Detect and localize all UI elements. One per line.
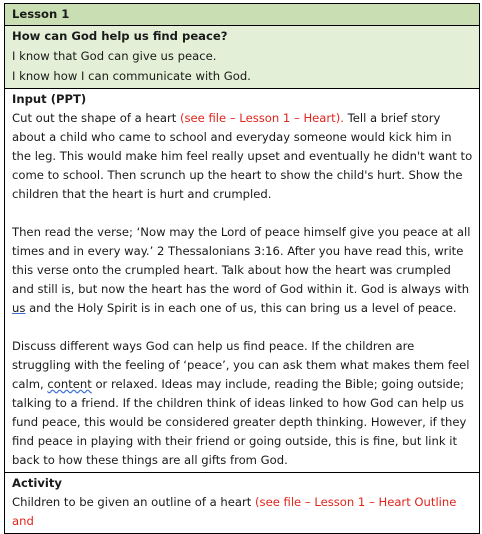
input-paragraph-3: Discuss different ways God can help us find peace. If the children are struggling with the feeling of ‘peace’, you can ask them what makes them feel calm, content or relaxed. Ideas may include, reading the Bible; going outside; talking to a friend. If the children think of ideas linked to how God can help us fund peace, this would be considered greater depth thinking. However, if they find peace in playing with their friend or going outside, this is fine, but link it back to how these things are all gifts from God. xyxy=(12,339,470,467)
activity-heading: Activity xyxy=(12,476,62,490)
input-cell xyxy=(5,89,479,473)
input-paragraph-1: Cut out the shape of a heart (see file – Lesson 1 – Heart). Tell a brief story about a child who came to school and everyday someone would kick him in the leg. This would make him feel really upset and eventually he didn't want to come to school. Then scrunch up the heart to show the child's hurt. Show the children that the heart is hurt and crumpled. xyxy=(12,111,473,201)
objective-line-2: I know how I can communicate with God. xyxy=(12,69,251,83)
lesson-question: How can God help us find peace? xyxy=(12,29,228,43)
lesson-title: Lesson 1 xyxy=(5,4,479,26)
activity-file-reference: (see file – Lesson 1 – Heart Outline and xyxy=(12,495,457,528)
activity-cell xyxy=(5,473,479,534)
input-paragraph-2: Then read the verse; ‘Now may the Lord of peace himself give you peace at all times and in every way.’ 2 Thessalonians 3:16. After you have read this, write this verse onto the crumpled heart. Talk about how the heart was crumpled and still is, but now the heart has the word of God within it. God is always with us and the Holy Spirit is in each one of us, this can bring us a level of peace. xyxy=(12,225,471,315)
input-heading: Input (PPT) xyxy=(12,92,87,106)
activity-text: Children to be given an outline of a heart (see file – Lesson 1 – Heart Outline and xyxy=(12,495,457,528)
objective-line-1: I know that God can give us peace. xyxy=(12,49,217,63)
lesson-plan-table xyxy=(4,3,480,534)
file-reference: (see file – Lesson 1 – Heart). xyxy=(179,111,344,125)
objectives-cell xyxy=(5,26,479,89)
